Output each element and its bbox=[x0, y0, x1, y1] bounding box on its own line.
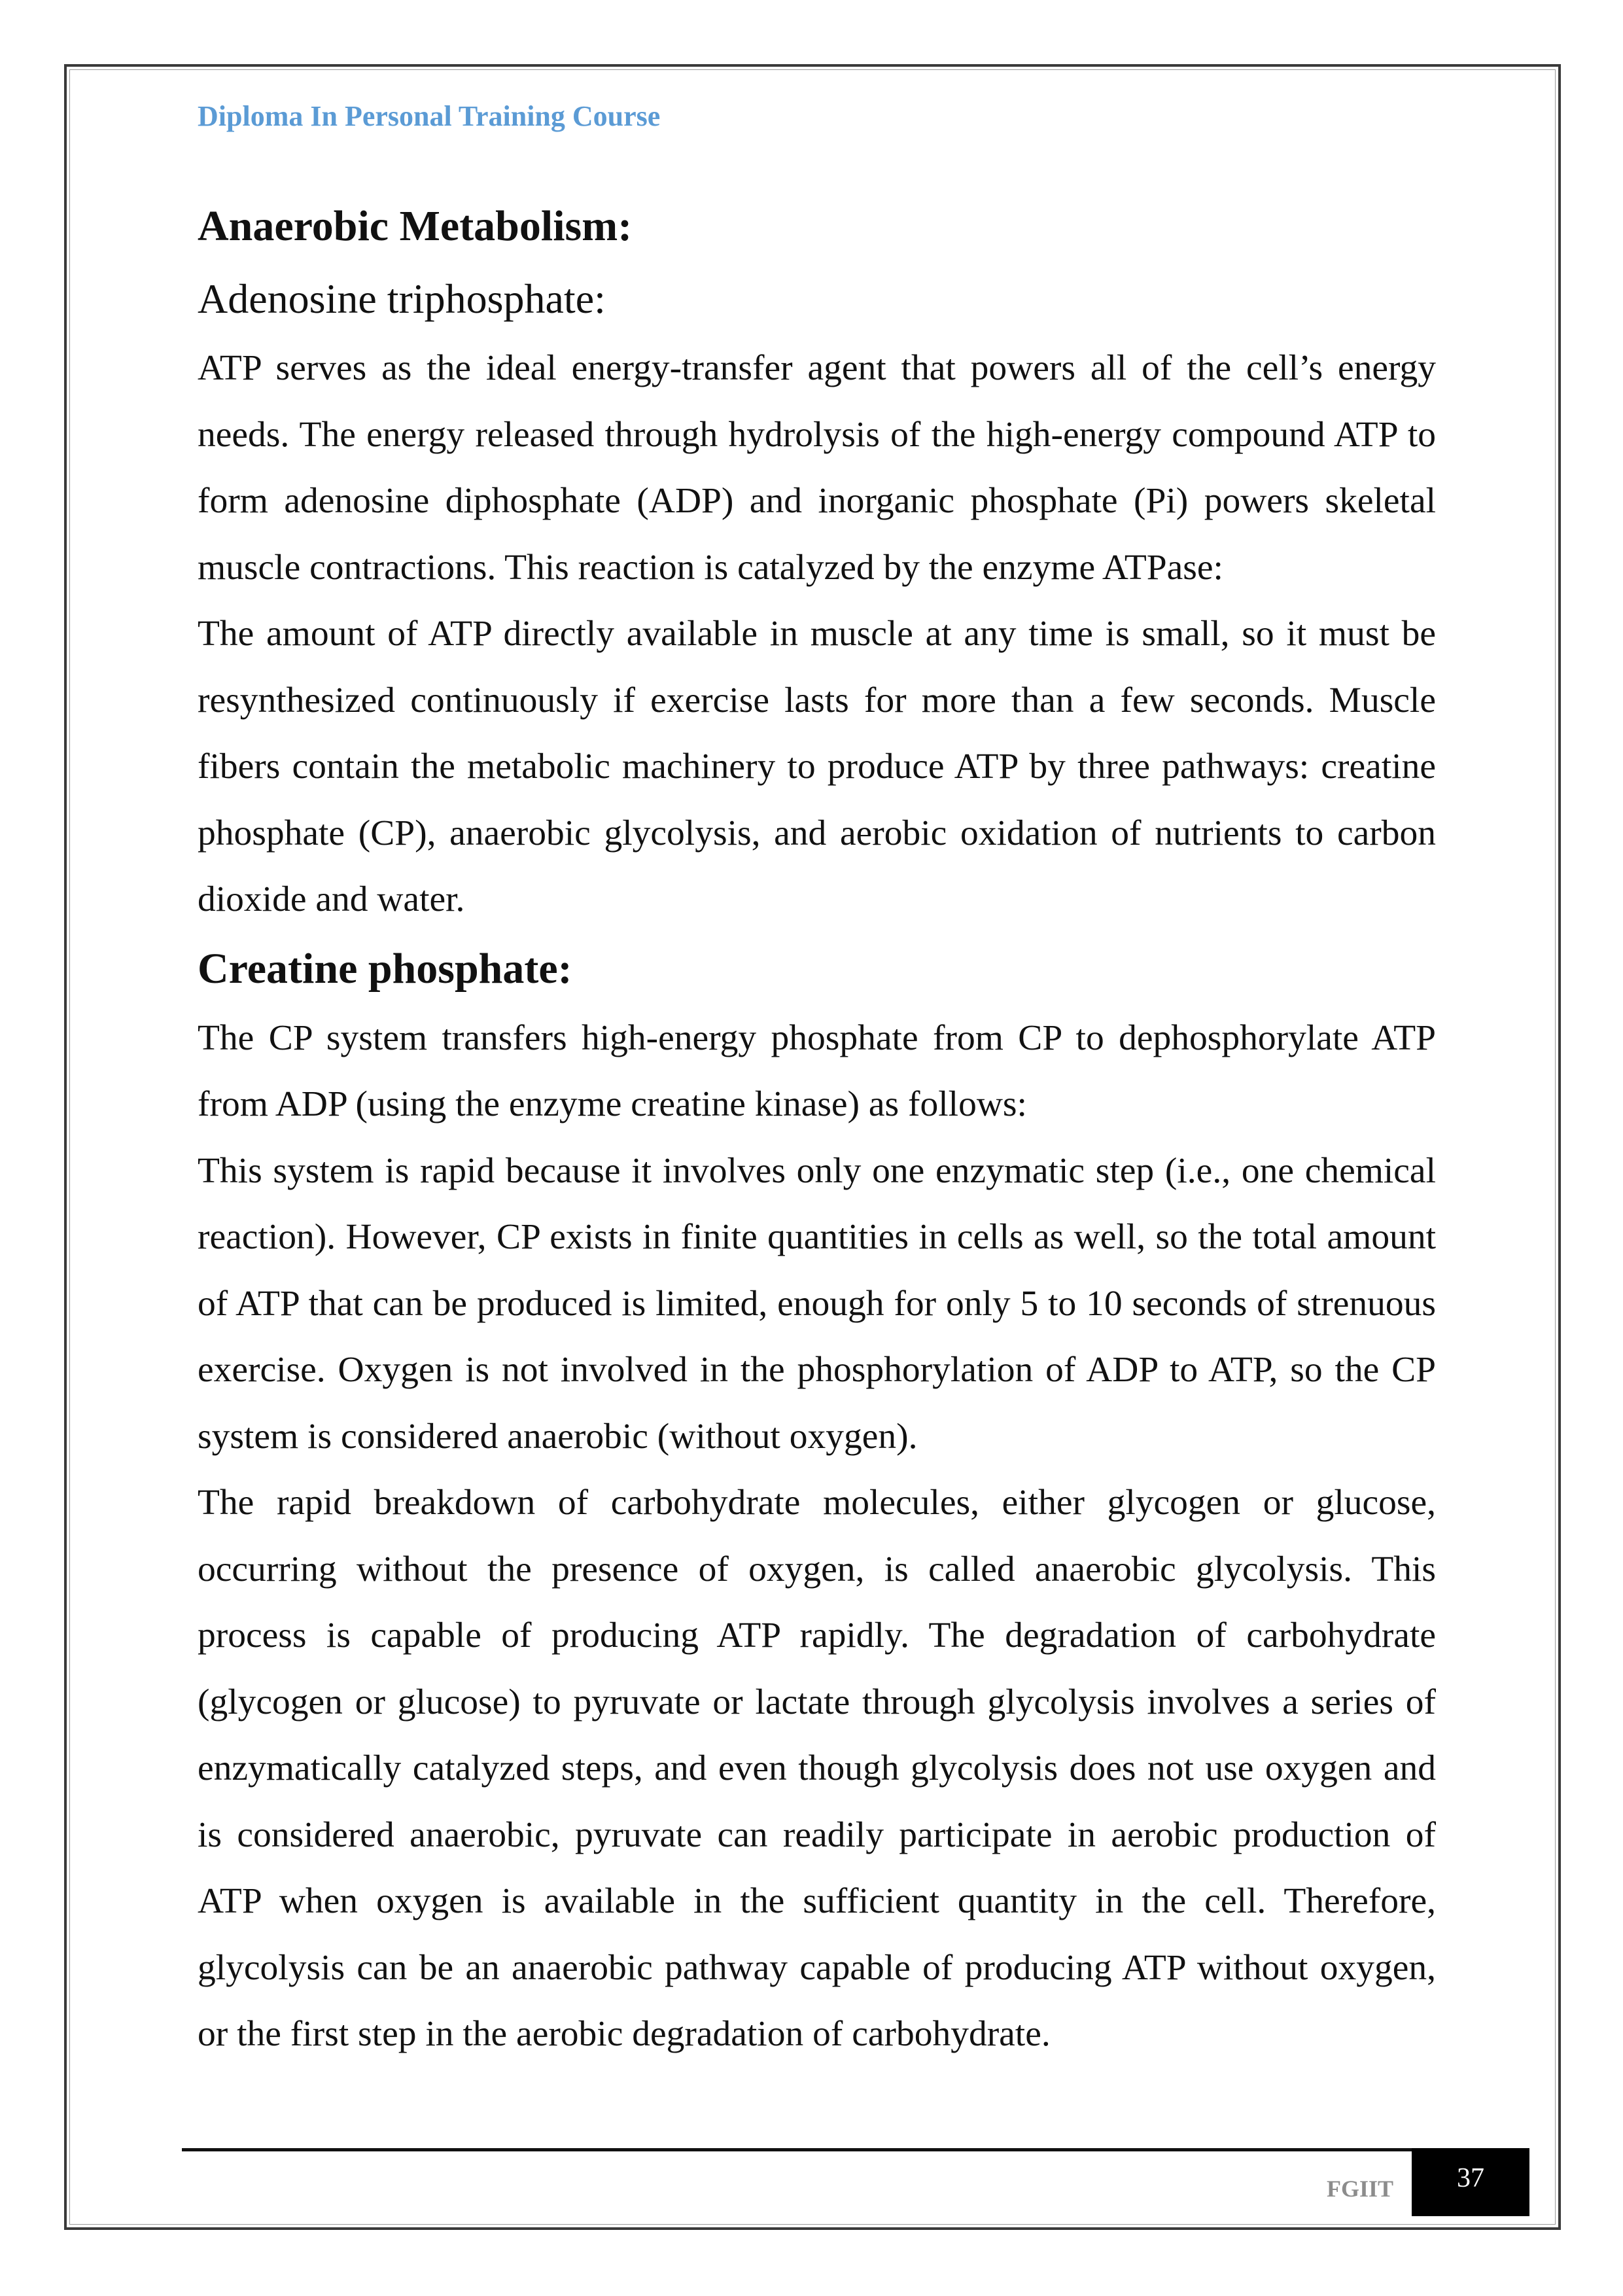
paragraph-cp-rapid: This system is rapid because it involves only one enzymatic step (i.e., one chemical reaction). However, CP exists in finite quantities in cells as well, so the total amount of ATP that can be produced is limited, enough for only 5 to 10 seconds of strenuous exercise. Oxygen is not involved in the phosphorylation of ADP to ATP, so the CP system is considered anaerobic (without oxygen). bbox=[198, 1150, 1436, 1457]
heading-adenosine-triphosphate: Adenosine triphosphate: bbox=[198, 275, 606, 322]
footer-rule bbox=[182, 2148, 1412, 2151]
paragraph-atp-resynthesis: The amount of ATP directly available in muscle at any time is small, so it must be resynthesized continuously if exercise lasts for more than a few seconds. Muscle fibers contain the metabolic machinery to produce ATP by three pathways: creatine phosphate (CP), anaerobic glycolysis, and aerobic oxidation of nutrients to carbon dioxide and water. bbox=[198, 614, 1436, 919]
page-content bbox=[198, 190, 1436, 2068]
page-number: 37 bbox=[1412, 2148, 1529, 2216]
footer-label: FGIIT bbox=[1326, 2176, 1393, 2202]
heading-anaerobic-metabolism: Anaerobic Metabolism: bbox=[198, 202, 633, 250]
heading-creatine-phosphate: Creatine phosphate: bbox=[198, 944, 572, 993]
paragraph-atp-energy: ATP serves as the ideal energy-transfer agent that powers all of the cell’s energy needs. The energy released through hydrolysis of the high-energy compound ATP to form adenosine diphosphate (ADP) and inorganic phosphate (Pi) powers skeletal muscle contractions. This reaction is catalyzed by the enzyme ATPase: bbox=[198, 348, 1436, 588]
running-header: Diploma In Personal Training Course bbox=[198, 100, 661, 132]
paragraph-anaerobic-glycolysis: The rapid breakdown of carbohydrate molecules, either glycogen or glucose, occurring without the presence of oxygen, is called anaerobic glycolysis. This process is capable of producing ATP rapidly. The degradation of carbohydrate (glycogen or glucose) to pyruvate or lactate through glycolysis involves a series of enzymatically catalyzed steps, and even though glycolysis does not use oxygen and is considered anaerobic, pyruvate can readily participate in aerobic production of ATP when oxygen is available in the sufficient quantity in the cell. Therefore, glycolysis can be an anaerobic pathway capable of producing ATP without oxygen, or the first step in the aerobic degradation of carbohydrate. bbox=[198, 1483, 1436, 2054]
paragraph-cp-system: The CP system transfers high-energy phosphate from CP to dephosphorylate ATP from ADP (using the enzyme creatine kinase) as follows: bbox=[198, 1017, 1436, 1124]
